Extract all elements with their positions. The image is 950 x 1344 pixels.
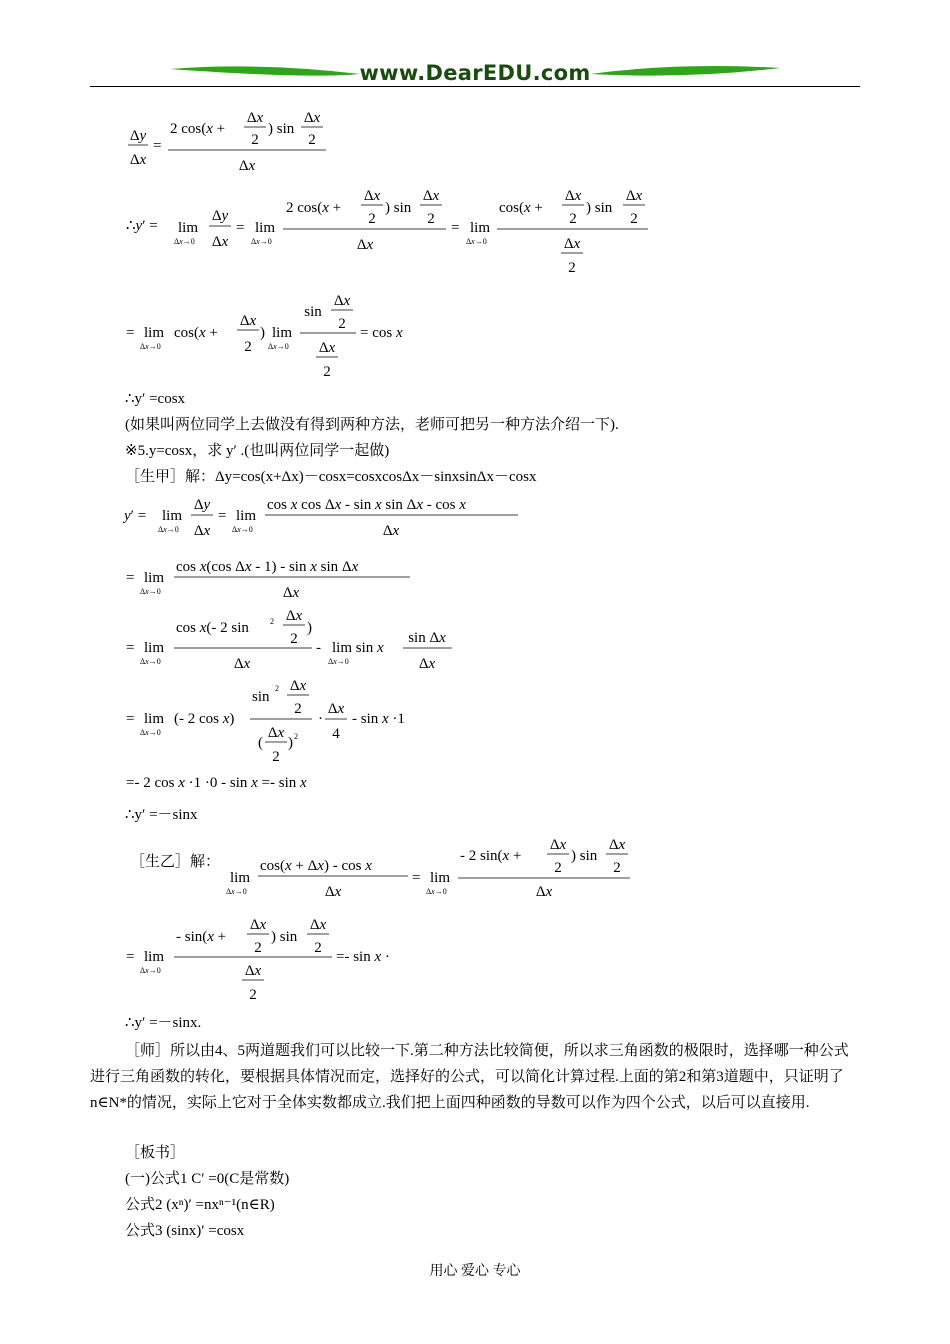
svg-text:=: = <box>126 570 135 586</box>
svg-text:Δx: Δx <box>549 837 567 853</box>
svg-text:lim: lim <box>144 570 165 586</box>
svg-text:): ) <box>307 620 312 636</box>
svg-text:∴y′ =: ∴y′ = <box>126 218 158 234</box>
svg-text:lim sin x: lim sin x <box>332 640 384 656</box>
svg-text:Δy: Δy <box>211 208 229 224</box>
svg-text:cos x cos Δx - sin x sin Δx -: cos x cos Δx - sin x sin Δx - cos x <box>267 497 466 513</box>
svg-text:2: 2 <box>251 132 259 148</box>
svg-text:Δx: Δx <box>333 293 351 309</box>
formula-line: 公式2 (xⁿ)′ =nxⁿ⁻¹(n∈R) <box>125 1197 275 1213</box>
svg-text:lim: lim <box>162 508 183 524</box>
svg-text:Δx→0: Δx→0 <box>226 887 247 896</box>
site-logo-text: www.DearEDU.com <box>359 61 591 85</box>
svg-text:- sin x ·1: - sin x ·1 <box>352 711 405 727</box>
svg-text:lim: lim <box>272 325 293 341</box>
svg-text:lim: lim <box>144 325 165 341</box>
svg-text:- 2 sin(x +: - 2 sin(x + <box>460 848 522 864</box>
svg-text:Δy: Δy <box>129 128 147 144</box>
svg-text:) sin: ) sin <box>271 929 298 945</box>
svg-text:Δx: Δx <box>535 884 553 900</box>
svg-text:Δx: Δx <box>267 725 285 741</box>
svg-text:Δx: Δx <box>327 701 345 717</box>
svg-text:lim: lim <box>178 220 199 236</box>
svg-text:2: 2 <box>427 211 435 227</box>
svg-text:lim: lim <box>144 711 165 727</box>
equation-7 <box>120 675 440 775</box>
svg-text:=: = <box>126 640 135 656</box>
svg-text:- sin(x +: - sin(x + <box>176 929 227 945</box>
svg-text:2: 2 <box>254 940 262 956</box>
svg-text:) sin: ) sin <box>385 200 412 216</box>
svg-text:4: 4 <box>332 726 340 742</box>
svg-text:Δx: Δx <box>233 656 251 672</box>
svg-text:Δx: Δx <box>282 585 300 601</box>
svg-text:Δy: Δy <box>193 497 211 513</box>
svg-text:cos x(cos Δx - 1) - sin x sin: cos x(cos Δx - 1) - sin x sin Δx <box>176 559 359 575</box>
svg-text:lim: lim <box>430 870 451 886</box>
svg-text:=: = <box>126 949 135 965</box>
svg-text:2: 2 <box>244 339 252 355</box>
svg-text:Δx: Δx <box>418 656 436 672</box>
svg-text:cos(x +: cos(x + <box>174 325 218 341</box>
svg-text:2: 2 <box>270 617 274 626</box>
svg-text:Δx: Δx <box>211 234 229 250</box>
svg-text:2: 2 <box>294 732 298 741</box>
svg-text:y′ =: y′ = <box>124 508 147 524</box>
svg-text:Δx: Δx <box>318 340 336 356</box>
svg-text:) sin: ) sin <box>571 848 598 864</box>
svg-text:=: = <box>126 711 135 727</box>
svg-text:Δx: Δx <box>422 188 440 204</box>
svg-text:2: 2 <box>368 211 376 227</box>
svg-text:Δx: Δx <box>564 188 582 204</box>
svg-text:2: 2 <box>290 631 298 647</box>
svg-text:Δx: Δx <box>244 963 262 979</box>
svg-text:sin: sin <box>304 304 322 320</box>
svg-text:Δx: Δx <box>608 837 626 853</box>
svg-text:lim: lim <box>144 640 165 656</box>
equation-1 <box>120 100 360 185</box>
svg-text:2: 2 <box>613 860 621 876</box>
svg-text:2 cos(x +: 2 cos(x + <box>286 200 342 216</box>
svg-text:Δx: Δx <box>625 188 643 204</box>
equation-2 <box>120 180 680 285</box>
svg-text:-: - <box>316 640 321 656</box>
page-footer: 用心 爱心 专心 <box>429 1264 521 1279</box>
header-divider <box>90 86 860 87</box>
svg-text:Δx: Δx <box>289 678 307 694</box>
svg-text:=: = <box>153 138 162 154</box>
svg-text:2: 2 <box>323 364 331 380</box>
svg-text:Δx→0: Δx→0 <box>466 237 487 246</box>
equation-10 <box>120 905 440 1010</box>
svg-text:sin Δx: sin Δx <box>408 630 446 646</box>
svg-text:2: 2 <box>554 860 562 876</box>
text-line: ［生甲］解：Δy=cos(x+Δx)－cosx=cosxcosΔx－sinxsinΔx－cosx <box>125 469 537 485</box>
svg-text:Δx→0: Δx→0 <box>140 966 161 975</box>
svg-text:Δx: Δx <box>324 884 342 900</box>
svg-text:2 cos(x +: 2 cos(x + <box>170 121 226 137</box>
equation-6 <box>120 604 480 679</box>
svg-text:Δx→0: Δx→0 <box>158 525 179 534</box>
svg-text:Δx→0: Δx→0 <box>140 728 161 737</box>
svg-text:): ) <box>260 325 265 341</box>
svg-text:Δx→0: Δx→0 <box>328 657 349 666</box>
text-line: ※5.y=cosx，求 y′ .(也叫两位同学一起做) <box>125 443 390 459</box>
svg-text:Δx→0: Δx→0 <box>174 237 195 246</box>
svg-text:): ) <box>288 735 293 751</box>
svg-text:cos(x + Δx) - cos x: cos(x + Δx) - cos x <box>260 858 372 874</box>
svg-text:Δx: Δx <box>356 237 374 253</box>
text-line: ∴y′ =－sinx <box>125 807 198 823</box>
svg-text:=- 2 cos x ·1 ·0 - sin x =: =- 2 cos x ·1 ·0 - sin x =- sin x <box>126 775 307 791</box>
svg-text:cos(x +: cos(x + <box>499 200 543 216</box>
text-line: ［生乙］解： <box>130 854 221 870</box>
equation-4 <box>120 490 540 551</box>
svg-text:lim: lim <box>144 949 165 965</box>
svg-text:=: = <box>126 325 135 341</box>
formula-line: 公式3 (sinx)′ =cosx <box>125 1223 245 1239</box>
equation-8 <box>120 770 440 799</box>
svg-text:Δx→0: Δx→0 <box>426 887 447 896</box>
equation-9 <box>220 830 650 907</box>
svg-text:2: 2 <box>308 132 316 148</box>
svg-text:Δx→0: Δx→0 <box>140 657 161 666</box>
svg-text:Δx: Δx <box>303 110 321 126</box>
text-line: ∴y′ =cosx <box>125 391 186 407</box>
text-line: (如果叫两位同学上去做没有得到两种方法，老师可把另一种方法介绍一下). <box>125 417 619 433</box>
text-line: ∴y′ =－sinx. <box>125 1015 202 1031</box>
svg-text:Δx: Δx <box>129 152 147 168</box>
svg-text:2: 2 <box>314 940 322 956</box>
svg-text:lim: lim <box>236 508 257 524</box>
svg-text:2: 2 <box>249 987 257 1003</box>
svg-text:=: = <box>451 220 460 236</box>
svg-text:Δx: Δx <box>363 188 381 204</box>
svg-text:·: · <box>318 711 323 727</box>
text-line: ［板书］ <box>125 1145 186 1161</box>
svg-text:Δx: Δx <box>382 523 400 539</box>
equation-3 <box>120 285 440 390</box>
svg-text:Δx: Δx <box>238 158 256 174</box>
svg-text:lim: lim <box>470 220 491 236</box>
svg-text:2: 2 <box>568 260 576 276</box>
svg-text:Δx: Δx <box>246 110 264 126</box>
svg-text:2: 2 <box>630 211 638 227</box>
svg-text:=- sin x ·: =- sin x · <box>336 949 390 965</box>
svg-text:2: 2 <box>569 211 577 227</box>
svg-text:=: = <box>236 220 245 236</box>
svg-text:2: 2 <box>272 749 280 765</box>
svg-text:Δx→0: Δx→0 <box>140 342 161 351</box>
svg-text:Δx: Δx <box>193 523 211 539</box>
svg-text:=: = <box>412 870 421 886</box>
svg-text:=: = <box>218 508 227 524</box>
svg-text:) sin: ) sin <box>586 200 613 216</box>
svg-text:= cos x: = cos x <box>360 325 403 341</box>
svg-text:Δx→0: Δx→0 <box>251 237 272 246</box>
svg-text:Δx: Δx <box>239 313 257 329</box>
svg-text:(: ( <box>258 735 263 751</box>
svg-text:Δx: Δx <box>249 917 267 933</box>
svg-text:Δx→0: Δx→0 <box>232 525 253 534</box>
teacher-paragraph: ［师］所以由4、5两道题我们可以比较一下.第二种方法比较简便，所以求三角函数的极限时，选择哪一种公式进行三角函数的转化，要根据具体情况而定，选择好的公式，可以简化计算过程.上面的第2和第3道题中，只证明了 n∈N*的情况，实际上它对于全体实数都成立.我们把上面四种函数的导数可以作为四个公式，以后可以直接用. <box>90 1043 849 1111</box>
svg-text:(- 2 cos x): (- 2 cos x) <box>174 711 235 727</box>
svg-text:2: 2 <box>294 701 302 717</box>
svg-text:2: 2 <box>338 316 346 332</box>
svg-text:2: 2 <box>275 684 279 693</box>
svg-text:Δx: Δx <box>309 917 327 933</box>
svg-text:cos x(- 2 sin: cos x(- 2 sin <box>176 620 249 636</box>
formula-line: (一)公式1 C′ =0(C是常数) <box>125 1171 290 1187</box>
svg-text:sin: sin <box>252 689 270 705</box>
svg-text:lim: lim <box>230 870 251 886</box>
svg-text:Δx: Δx <box>563 236 581 252</box>
svg-text:Δx→0: Δx→0 <box>140 587 161 596</box>
svg-text:Δx→0: Δx→0 <box>268 342 289 351</box>
svg-text:Δx: Δx <box>285 608 303 624</box>
svg-text:) sin: ) sin <box>268 121 295 137</box>
svg-text:lim: lim <box>255 220 276 236</box>
